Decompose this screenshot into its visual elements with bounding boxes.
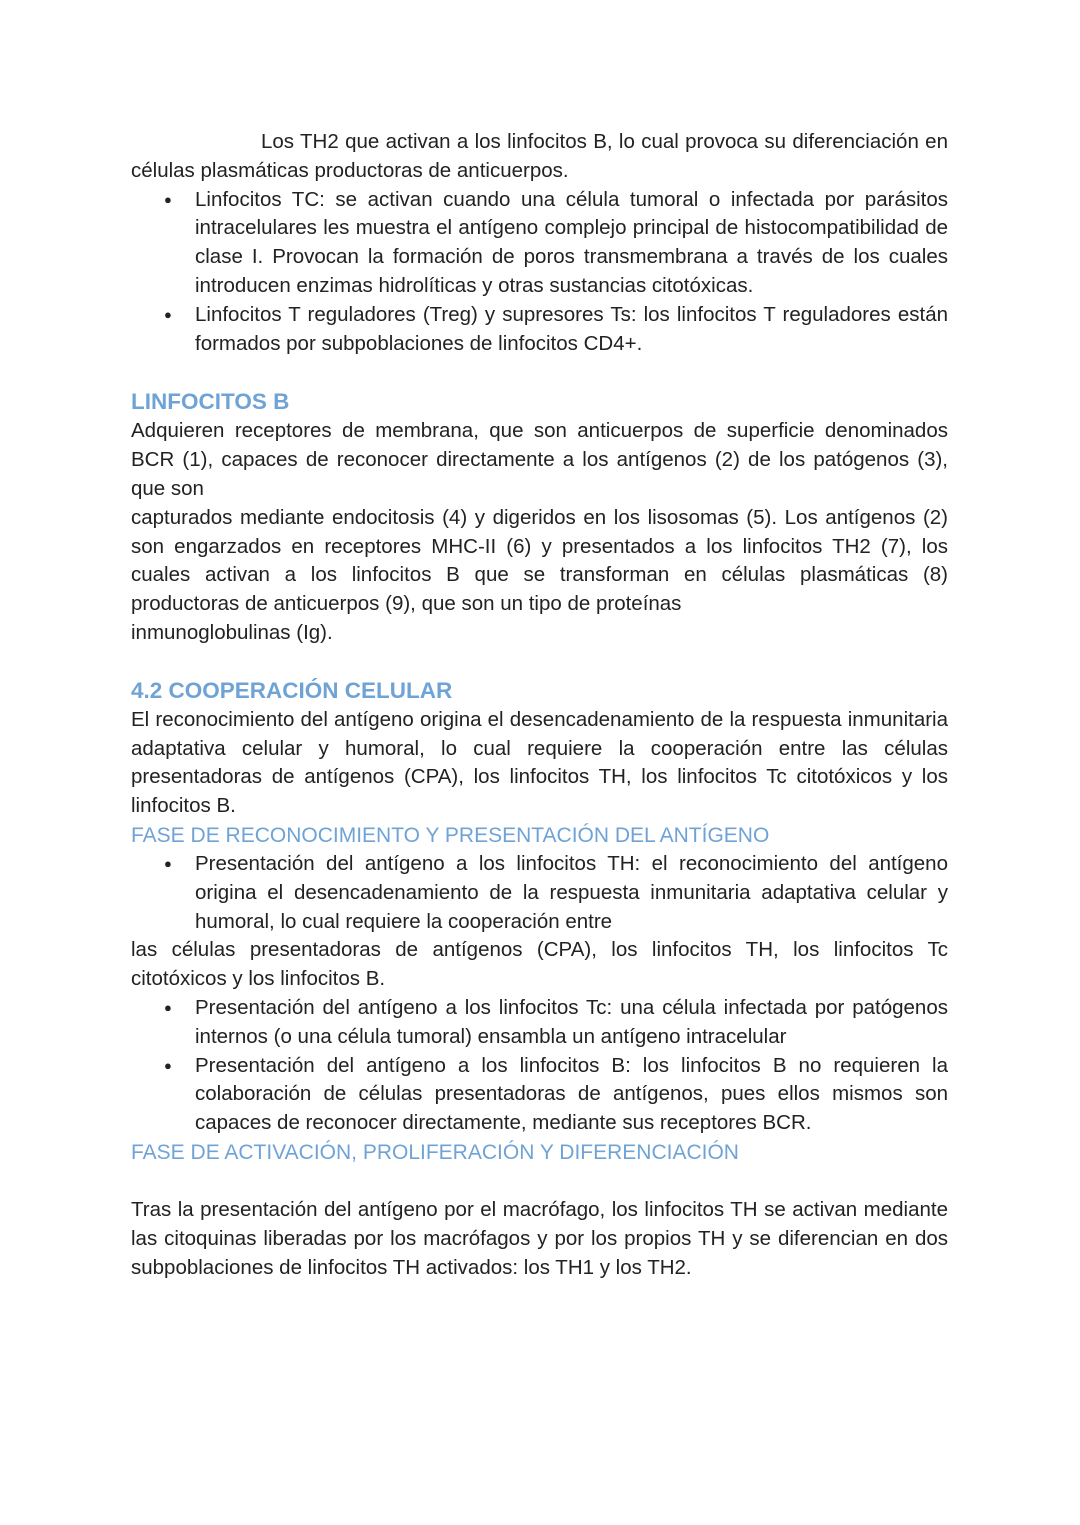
intro-continuation: Los TH2 que activan a los linfocitos B, lo cual provoca su diferenciación en células plasmáticas productoras de anticuerpos. <box>131 130 948 182</box>
reconocimiento-continuation: las células presentadoras de antígenos (CPA), los linfocitos TH, los linfocitos Tc citotóxicos y los linfocitos B. <box>131 938 948 991</box>
reconocimiento-bullet-list-1 <box>131 850 948 936</box>
document-page <box>131 128 948 1282</box>
bullet-presentacion-b: ● Presentación del antígeno a los linfocitos B: los linfocitos B no requieren la colaboración de células presentadoras de antígenos, pues ellos mismos son capaces de reconocer directamente, mediante sus receptores BCR. <box>195 1052 948 1138</box>
heading-fase-activacion: FASE DE ACTIVACIÓN, PROLIFERACIÓN Y DIFERENCIACIÓN <box>131 1140 739 1164</box>
bullet-presentacion-th: ● Presentación del antígeno a los linfocitos TH: el reconocimiento del antígeno origina el desencadenamiento de la respuesta inmunitaria adaptativa celular y humoral, lo cual requiere la cooperación entre <box>195 850 948 936</box>
bullet-presentacion-tc: ● Presentación del antígeno a los linfocitos Tc: una célula infectada por patógenos internos (o una célula tumoral) ensambla un antígeno intracelular <box>195 994 948 1052</box>
intro-bullet-list <box>131 186 948 359</box>
heading-linfocitos-b: LINFOCITOS B <box>131 389 290 415</box>
linfocitos-b-paragraph-3: inmunoglobulinas (Ig). <box>131 620 333 644</box>
heading-cooperacion-celular: 4.2 COOPERACIÓN CELULAR <box>131 677 453 703</box>
bullet-linfocitos-tc: ● Linfocitos TC: se activan cuando una célula tumoral o infectada por parásitos intracelulares les muestra el antígeno complejo principal de histocompatibilidad de clase I. Provocan la formación de poros transmembrana a través de los cuales introducen enzimas hidrolíticas y otras sustancias citotóxicas. <box>195 186 948 301</box>
linfocitos-b-paragraph-1: Adquieren receptores de membrana, que son anticuerpos de superficie denominados BCR (1), capaces de reconocer directamente a los antígenos (2) de los patógenos (3), que son <box>131 419 948 500</box>
linfocitos-b-paragraph-2: capturados mediante endocitosis (4) y digeridos en los lisosomas (5). Los antígenos (2) son engarzados en receptores MHC-II (6) y presentados a los linfocitos TH2 (7), los cuales activan a los linfocitos B que se transforman en células plasmáticas (8) productoras de anticuerpos (9), que son un tipo de proteínas <box>131 505 948 616</box>
heading-fase-reconocimiento: FASE DE RECONOCIMIENTO Y PRESENTACIÓN DEL ANTÍGENO <box>131 823 770 847</box>
activacion-paragraph: Tras la presentación del antígeno por el macrófago, los linfocitos TH se activan mediante las citoquinas liberadas por los macrófagos y por los propios TH y se diferencian en dos subpoblaciones de linfocitos TH activados: los TH1 y los TH2. <box>131 1197 948 1279</box>
cooperacion-paragraph: El reconocimiento del antígeno origina el desencadenamiento de la respuesta inmunitaria adaptativa celular y humoral, lo cual requiere la cooperación entre las células presentadoras de antígenos (CPA), los linfocitos TH, los linfocitos Tc citotóxicos y los linfocitos B. <box>131 707 948 818</box>
reconocimiento-bullet-list-2 <box>131 994 948 1138</box>
bullet-linfocitos-treg: ● Linfocitos T reguladores (Treg) y supresores Ts: los linfocitos T reguladores están formados por subpoblaciones de linfocitos CD4+. <box>195 301 948 359</box>
